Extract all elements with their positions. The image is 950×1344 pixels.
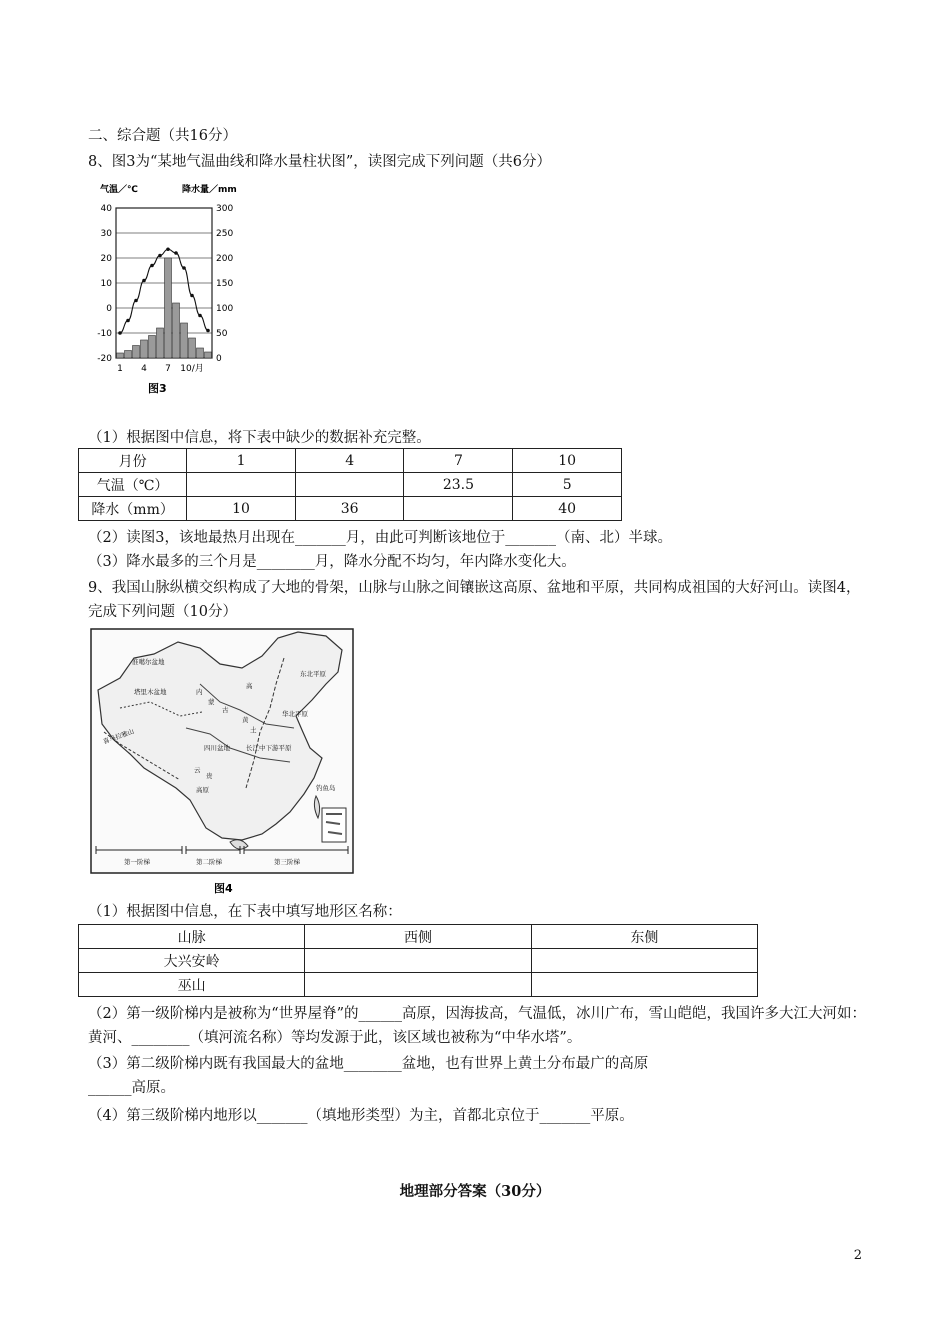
q9-sub3-cont: ______高原。 [88,1080,175,1096]
q8-sub2: （2）读图3，该地最热月出现在_______月，由此可判断该地位于_______（南、北）半球。 [88,530,672,546]
map-label: 塔里木盆地 [134,688,167,696]
map-label: 贵 [206,772,213,780]
temperature-point [158,254,162,258]
q9-sub3: （3）第二级阶梯内既有我国最大的盆地________盆地，也有世界上黄土分布最广的高原 [88,1056,649,1072]
right-tick-label: 50 [216,329,228,339]
table-cell: 降水（mm） [79,497,187,521]
answer-cell[interactable] [295,473,404,497]
right-axis-label: 降水量／mm [182,185,237,195]
answer-cell[interactable] [187,473,296,497]
precip-bar [165,258,172,358]
chart-caption: 图3 [148,382,167,395]
precip-bar [149,336,156,359]
section-title: 二、综合题（共16分） [88,128,237,144]
q8-sub3: （3）降水最多的三个月是________月，降水分配不均匀，年内降水变化大。 [88,554,576,570]
q9-sub2: （2）第一级阶梯内是被称为“世界屋脊”的______高原，因海拔高，气温低，冰川广布，雪山皑皑，我国许多大江大河如：黄河、________（填河流名称）等均发源于此，该区域也被称为“中华水塔”。 [88,1006,867,1046]
right-tick-label: 250 [216,229,234,239]
map-label: 四川盆地 [204,744,230,752]
table-row [79,925,758,949]
temperature-point [134,299,138,303]
map-label: 内 [196,688,203,696]
table-cell: 10 [513,449,622,473]
table-cell: 36 [295,497,404,521]
answer-cell[interactable] [531,949,757,973]
map-label: 蒙 [208,698,215,706]
map-label: 黄 [242,716,249,724]
answer-cell[interactable] [404,497,513,521]
map-label: 钓鱼岛 [316,784,336,792]
map-caption: 图4 [214,882,233,895]
table-cell: 大兴安岭 [79,949,305,973]
left-tick-label: -20 [97,354,112,364]
table-cell: 4 [295,449,404,473]
table-cell: 40 [513,497,622,521]
temperature-point [198,314,202,318]
answer-cell[interactable] [305,973,531,997]
table-row [79,473,622,497]
right-tick-label: 150 [216,279,234,289]
map-label: 云 [194,766,201,774]
right-tick-label: 200 [216,254,234,264]
temperature-point [150,264,154,268]
map-label: 喜马拉雅山 [101,727,136,746]
table-cell: 7 [404,449,513,473]
x-tick-label: 4 [141,364,147,374]
step-label: 第二阶梯 [196,858,222,866]
q8-sub1: （1）根据图中信息，将下表中缺少的数据补充完整。 [88,430,431,446]
x-tick-label: 7 [165,364,171,374]
table-row [79,949,758,973]
table-row [79,497,622,521]
map-label: 华北平原 [282,710,308,718]
table-cell: 西侧 [305,925,531,949]
map-label: 长江中下游平原 [246,744,292,752]
table-cell: 5 [513,473,622,497]
climate-chart [90,178,250,400]
answer-cell[interactable] [305,949,531,973]
temperature-line [120,249,208,333]
left-tick-label: 0 [106,304,112,314]
temperature-point [206,329,210,333]
precip-bar [125,351,132,359]
q9-table [78,924,758,997]
temperature-point [118,331,122,335]
left-tick-label: 30 [100,229,112,239]
china-terrain-map [90,628,356,900]
q9-stem: 9、我国山脉纵横交织构成了大地的骨架，山脉与山脉之间镶嵌这高原、盆地和平原，共同构成祖国的大好河山。读图4，完成下列问题（10分） [88,580,861,620]
precip-bar [157,328,164,358]
q9-sub1: （1）根据图中信息，在下表中填写地形区名称： [88,904,402,920]
table-cell: 23.5 [404,473,513,497]
q8-stem: 8、图3为“某地气温曲线和降水量柱状图”，读图完成下列问题（共6分） [88,154,551,170]
left-axis-label: 气温／℃ [100,185,138,195]
precip-bar [117,353,124,358]
map-label: 土 [250,726,257,734]
map-label: 高 [246,682,253,690]
table-row [79,973,758,997]
step-label: 第三阶梯 [274,858,300,866]
temperature-point [126,319,130,323]
left-tick-label: 20 [100,254,112,264]
map-label: 东北平原 [300,670,326,678]
precip-bar [181,323,188,358]
table-cell: 月份 [79,449,187,473]
q8-table [78,448,622,521]
precip-bar [189,338,196,358]
temperature-point [166,247,170,251]
table-cell: 1 [187,449,296,473]
map-label: 高原 [196,786,209,794]
left-tick-label: 10 [100,279,112,289]
table-cell: 巫山 [79,973,305,997]
left-tick-label: -10 [97,329,112,339]
right-tick-label: 300 [216,204,234,214]
map-label: 古 [222,706,229,714]
right-tick-label: 100 [216,304,234,314]
precip-bar [141,340,148,358]
temperature-point [182,266,186,270]
precip-bar [173,303,180,358]
step-label: 第一阶梯 [124,858,150,866]
table-cell: 气温（℃） [79,473,187,497]
right-tick-label: 0 [216,354,222,364]
table-cell: 山脉 [79,925,305,949]
precip-bar [133,346,140,359]
q9-sub4: （4）第三级阶梯内地形以_______（填地形类型）为主，首都北京位于_______平原。 [88,1108,634,1124]
page-number: 2 [853,1248,862,1263]
table-cell: 东侧 [531,925,757,949]
precip-bar [205,352,212,358]
temperature-point [142,279,146,283]
x-tick-label: 10/月 [180,364,204,374]
table-row [79,449,622,473]
left-tick-label: 40 [100,204,112,214]
answer-section-title: 地理部分答案（30分） [399,1183,551,1200]
temperature-point [174,251,178,255]
table-cell: 10 [187,497,296,521]
temperature-point [190,294,194,298]
precip-bar [197,348,204,358]
answer-cell[interactable] [531,973,757,997]
map-label: 准噶尔盆地 [132,658,165,666]
x-tick-label: 1 [117,364,123,374]
